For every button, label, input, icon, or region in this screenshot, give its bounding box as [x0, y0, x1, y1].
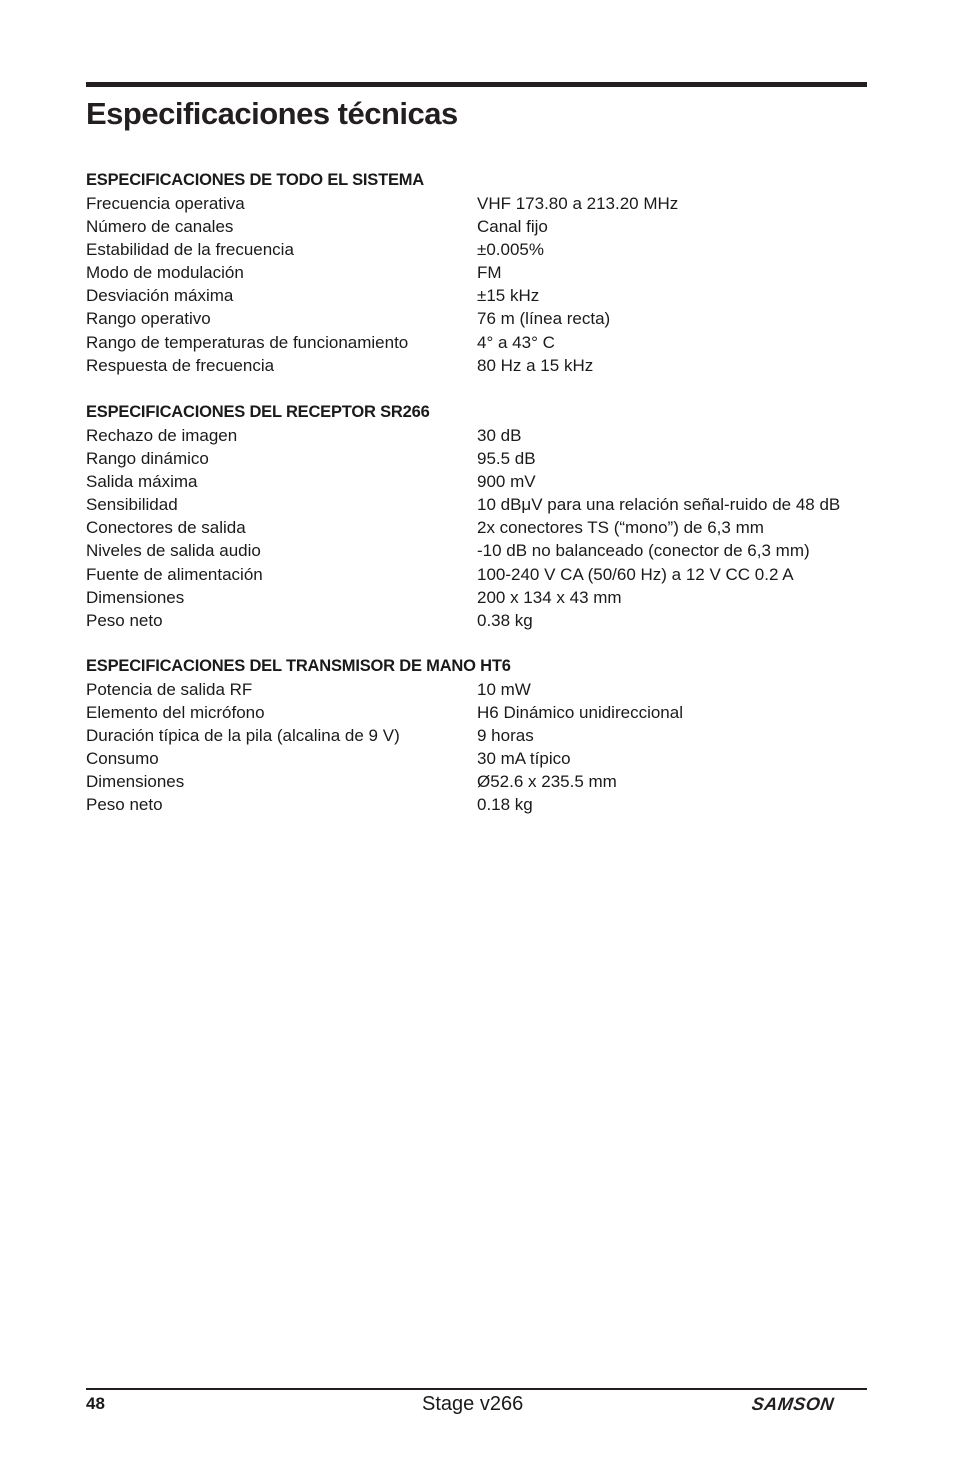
spec-label: Potencia de salida RF [86, 680, 253, 699]
spec-row [86, 747, 867, 770]
spec-label: Rechazo de imagen [86, 426, 238, 445]
spec-value: ±0.005% [477, 240, 544, 260]
page-title: Especificaciones técnicas [86, 96, 458, 131]
spec-label: Peso neto [86, 795, 163, 815]
spec-row [86, 284, 867, 307]
spec-value: 200 x 134 x 43 mm [477, 587, 622, 607]
spec-value: H6 Dinámico unidireccional [477, 703, 683, 723]
spec-row [86, 609, 867, 632]
spec-label: Rango operativo [86, 309, 211, 329]
spec-label: Niveles de salida audio [86, 541, 261, 561]
spec-label: Dimensiones [86, 772, 185, 792]
spec-label: Rango dinámico [86, 449, 209, 469]
spec-value: 10 dBμV para una relación señal-ruido de 48 dB [477, 495, 841, 515]
spec-row [86, 470, 867, 493]
section-heading: ESPECIFICACIONES DEL TRANSMISOR DE MANO HT6 [86, 657, 511, 675]
spec-label: Respuesta de frecuencia [86, 355, 275, 375]
spec-label: Estabilidad de la frecuencia [86, 240, 294, 260]
spec-row [86, 586, 867, 609]
spec-value: 100-240 V CA (50/60 Hz) a 12 V CC 0.2 A [477, 564, 794, 584]
spec-label: Modo de modulación [86, 263, 244, 283]
spec-row [86, 516, 867, 539]
spec-value: 76 m (línea recta) [477, 309, 611, 329]
spec-row [86, 724, 867, 747]
spec-section-system [86, 169, 867, 377]
spec-label: Rango de temperaturas de funcionamiento [86, 332, 409, 352]
top-rule [86, 82, 867, 87]
spec-row [86, 563, 867, 586]
spec-label: Frecuencia operativa [86, 194, 245, 213]
spec-row [86, 307, 867, 330]
footer-rule [86, 1388, 867, 1390]
spec-section-receiver [86, 401, 867, 632]
section-heading: ESPECIFICACIONES DE TODO EL SISTEMA [86, 171, 425, 189]
spec-label: Consumo [86, 749, 159, 769]
spec-value: 4° a 43° C [477, 332, 555, 352]
spec-row [86, 238, 867, 261]
spec-row [86, 261, 867, 284]
spec-row [86, 678, 867, 701]
spec-label: Sensibilidad [86, 495, 178, 515]
spec-value: 95.5 dB [477, 449, 536, 469]
spec-row [86, 424, 867, 447]
spec-row [86, 354, 867, 377]
spec-label: Peso neto [86, 610, 163, 630]
footer-product-title: Stage v266 [422, 1393, 524, 1415]
spec-row [86, 793, 867, 816]
spec-row [86, 215, 867, 238]
section-heading: ESPECIFICACIONES DEL RECEPTOR SR266 [86, 403, 430, 421]
spec-label: Duración típica de la pila (alcalina de 9 V) [86, 726, 400, 746]
spec-label: Dimensiones [86, 587, 185, 607]
spec-label: Número de canales [86, 217, 234, 237]
spec-value: 0.38 kg [477, 610, 533, 630]
spec-label: Salida máxima [86, 472, 198, 492]
spec-row [86, 493, 867, 516]
samson-logo: SAMSON [750, 1394, 836, 1414]
page-number: 48 [86, 1394, 105, 1413]
spec-value: VHF 173.80 a 213.20 MHz [477, 194, 679, 213]
spec-value: 30 dB [477, 426, 522, 445]
spec-row [86, 539, 867, 562]
spec-value: Canal fijo [477, 217, 548, 237]
spec-label: Conectores de salida [86, 518, 246, 538]
spec-value: 900 mV [477, 472, 536, 492]
spec-row [86, 447, 867, 470]
spec-value: 0.18 kg [477, 795, 533, 815]
spec-row [86, 701, 867, 724]
spec-section-transmitter [86, 655, 867, 817]
spec-value: 80 Hz a 15 kHz [477, 355, 594, 375]
spec-label: Elemento del micrófono [86, 703, 265, 723]
spec-row [86, 192, 867, 215]
spec-value: -10 dB no balanceado (conector de 6,3 mm) [477, 541, 810, 561]
spec-value: ±15 kHz [477, 286, 540, 306]
spec-value: 10 mW [477, 680, 531, 699]
spec-row [86, 770, 867, 793]
spec-value: FM [477, 263, 502, 283]
spec-value: 30 mA típico [477, 749, 571, 769]
spec-row [86, 331, 867, 354]
spec-label: Desviación máxima [86, 286, 234, 306]
spec-value: Ø52.6 x 235.5 mm [477, 772, 617, 792]
spec-value: 9 horas [477, 726, 534, 746]
spec-label: Fuente de alimentación [86, 564, 263, 584]
spec-value: 2x conectores TS (“mono”) de 6,3 mm [477, 518, 764, 538]
